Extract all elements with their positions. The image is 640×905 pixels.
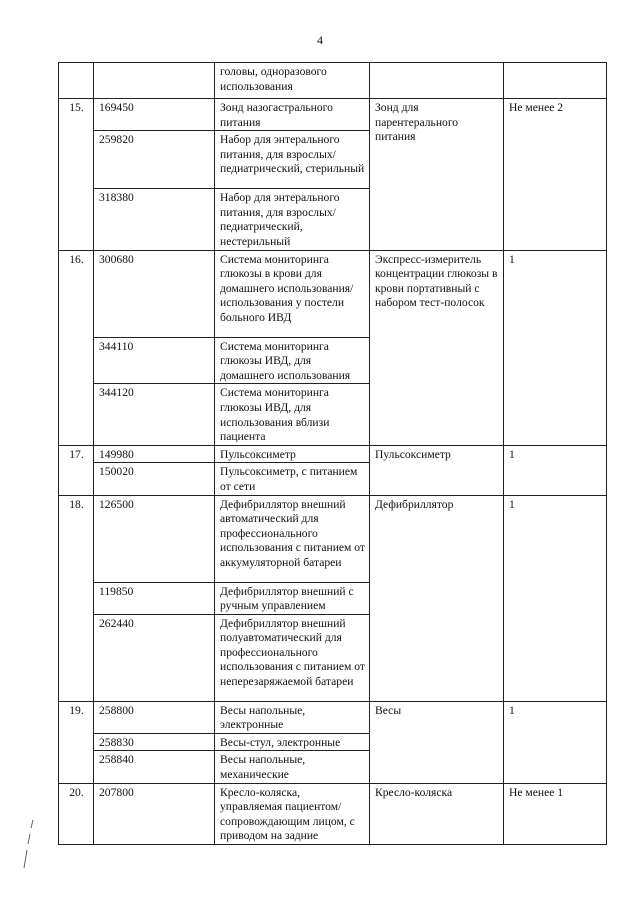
- item-code: 126500: [94, 495, 215, 582]
- item-name: Система мониторинга глюкозы ИВД, для использования вблизи пациента: [215, 384, 370, 445]
- item-name: Кресло-коляска, управляемая пациентом/ сопровождающим лицом, с приводом на задние: [215, 783, 370, 844]
- item-code: [94, 63, 215, 99]
- item-name: Набор для энтерального питания, для взрослых/педиатрический, нестерильный: [215, 189, 370, 250]
- item-name: Весы-стул, электронные: [215, 733, 370, 751]
- item-category: Пульсоксиметр: [370, 445, 504, 495]
- table-row: [59, 445, 607, 463]
- table-row: [59, 99, 607, 131]
- item-code: 149980: [94, 445, 215, 463]
- item-name: Дефибриллятор внешний автоматический для профессионального использования с питанием от аккумуляторной батареи: [215, 495, 370, 582]
- item-name: Зонд назогастрального питания: [215, 99, 370, 131]
- pen-mark: [22, 818, 36, 870]
- table-row: [59, 783, 607, 844]
- item-category: Дефибриллятор: [370, 495, 504, 701]
- item-code: 119850: [94, 582, 215, 614]
- item-name: Дефибриллятор внешний полуавтоматический для профессионального использования с питанием от неперезаряжаемой батареи: [215, 614, 370, 701]
- item-quantity: 1: [504, 250, 607, 445]
- item-quantity: 1: [504, 445, 607, 495]
- table-row: [59, 250, 607, 337]
- item-code: 318380: [94, 189, 215, 250]
- item-name: Система мониторинга глюкозы ИВД, для домашнего использования: [215, 337, 370, 384]
- row-number: 19.: [59, 701, 94, 783]
- table-row: [59, 495, 607, 582]
- item-code: 207800: [94, 783, 215, 844]
- row-number: 16.: [59, 250, 94, 445]
- item-name: головы, одноразового использования: [215, 63, 370, 99]
- item-name: Дефибриллятор внешний с ручным управлением: [215, 582, 370, 614]
- row-number: [59, 63, 94, 99]
- item-name: Весы напольные, электронные: [215, 701, 370, 733]
- row-number: 18.: [59, 495, 94, 701]
- item-category: [370, 63, 504, 99]
- item-name: Пульсоксиметр, с питанием от сети: [215, 463, 370, 495]
- row-number: 20.: [59, 783, 94, 844]
- item-category: Кресло-коляска: [370, 783, 504, 844]
- item-code: 262440: [94, 614, 215, 701]
- item-name: Набор для энтерального питания, для взрослых/педиатрический, стерильный: [215, 131, 370, 189]
- item-code: 150020: [94, 463, 215, 495]
- row-number: 15.: [59, 99, 94, 251]
- item-quantity: Не менее 2: [504, 99, 607, 251]
- item-quantity: Не менее 1: [504, 783, 607, 844]
- row-number: 17.: [59, 445, 94, 495]
- item-category: Экспресс-измеритель концентрации глюкозы в крови портативный с набором тест-полосок: [370, 250, 504, 445]
- item-code: 259820: [94, 131, 215, 189]
- table-row: [59, 63, 607, 99]
- page-number: 4: [317, 33, 323, 47]
- item-category: Весы: [370, 701, 504, 783]
- item-quantity: [504, 63, 607, 99]
- item-quantity: 1: [504, 701, 607, 783]
- item-code: 344110: [94, 337, 215, 384]
- item-category: Зонд для парентерального питания: [370, 99, 504, 251]
- item-code: 258830: [94, 733, 215, 751]
- equipment-table: [58, 62, 607, 845]
- item-quantity: 1: [504, 495, 607, 701]
- item-code: 344120: [94, 384, 215, 445]
- item-name: Пульсоксиметр: [215, 445, 370, 463]
- item-name: Весы напольные, механические: [215, 751, 370, 783]
- item-code: 258800: [94, 701, 215, 733]
- table-row: [59, 701, 607, 733]
- item-code: 258840: [94, 751, 215, 783]
- item-code: 300680: [94, 250, 215, 337]
- item-code: 169450: [94, 99, 215, 131]
- item-name: Система мониторинга глюкозы в крови для домашнего использования/ использования у постели больного ИВД: [215, 250, 370, 337]
